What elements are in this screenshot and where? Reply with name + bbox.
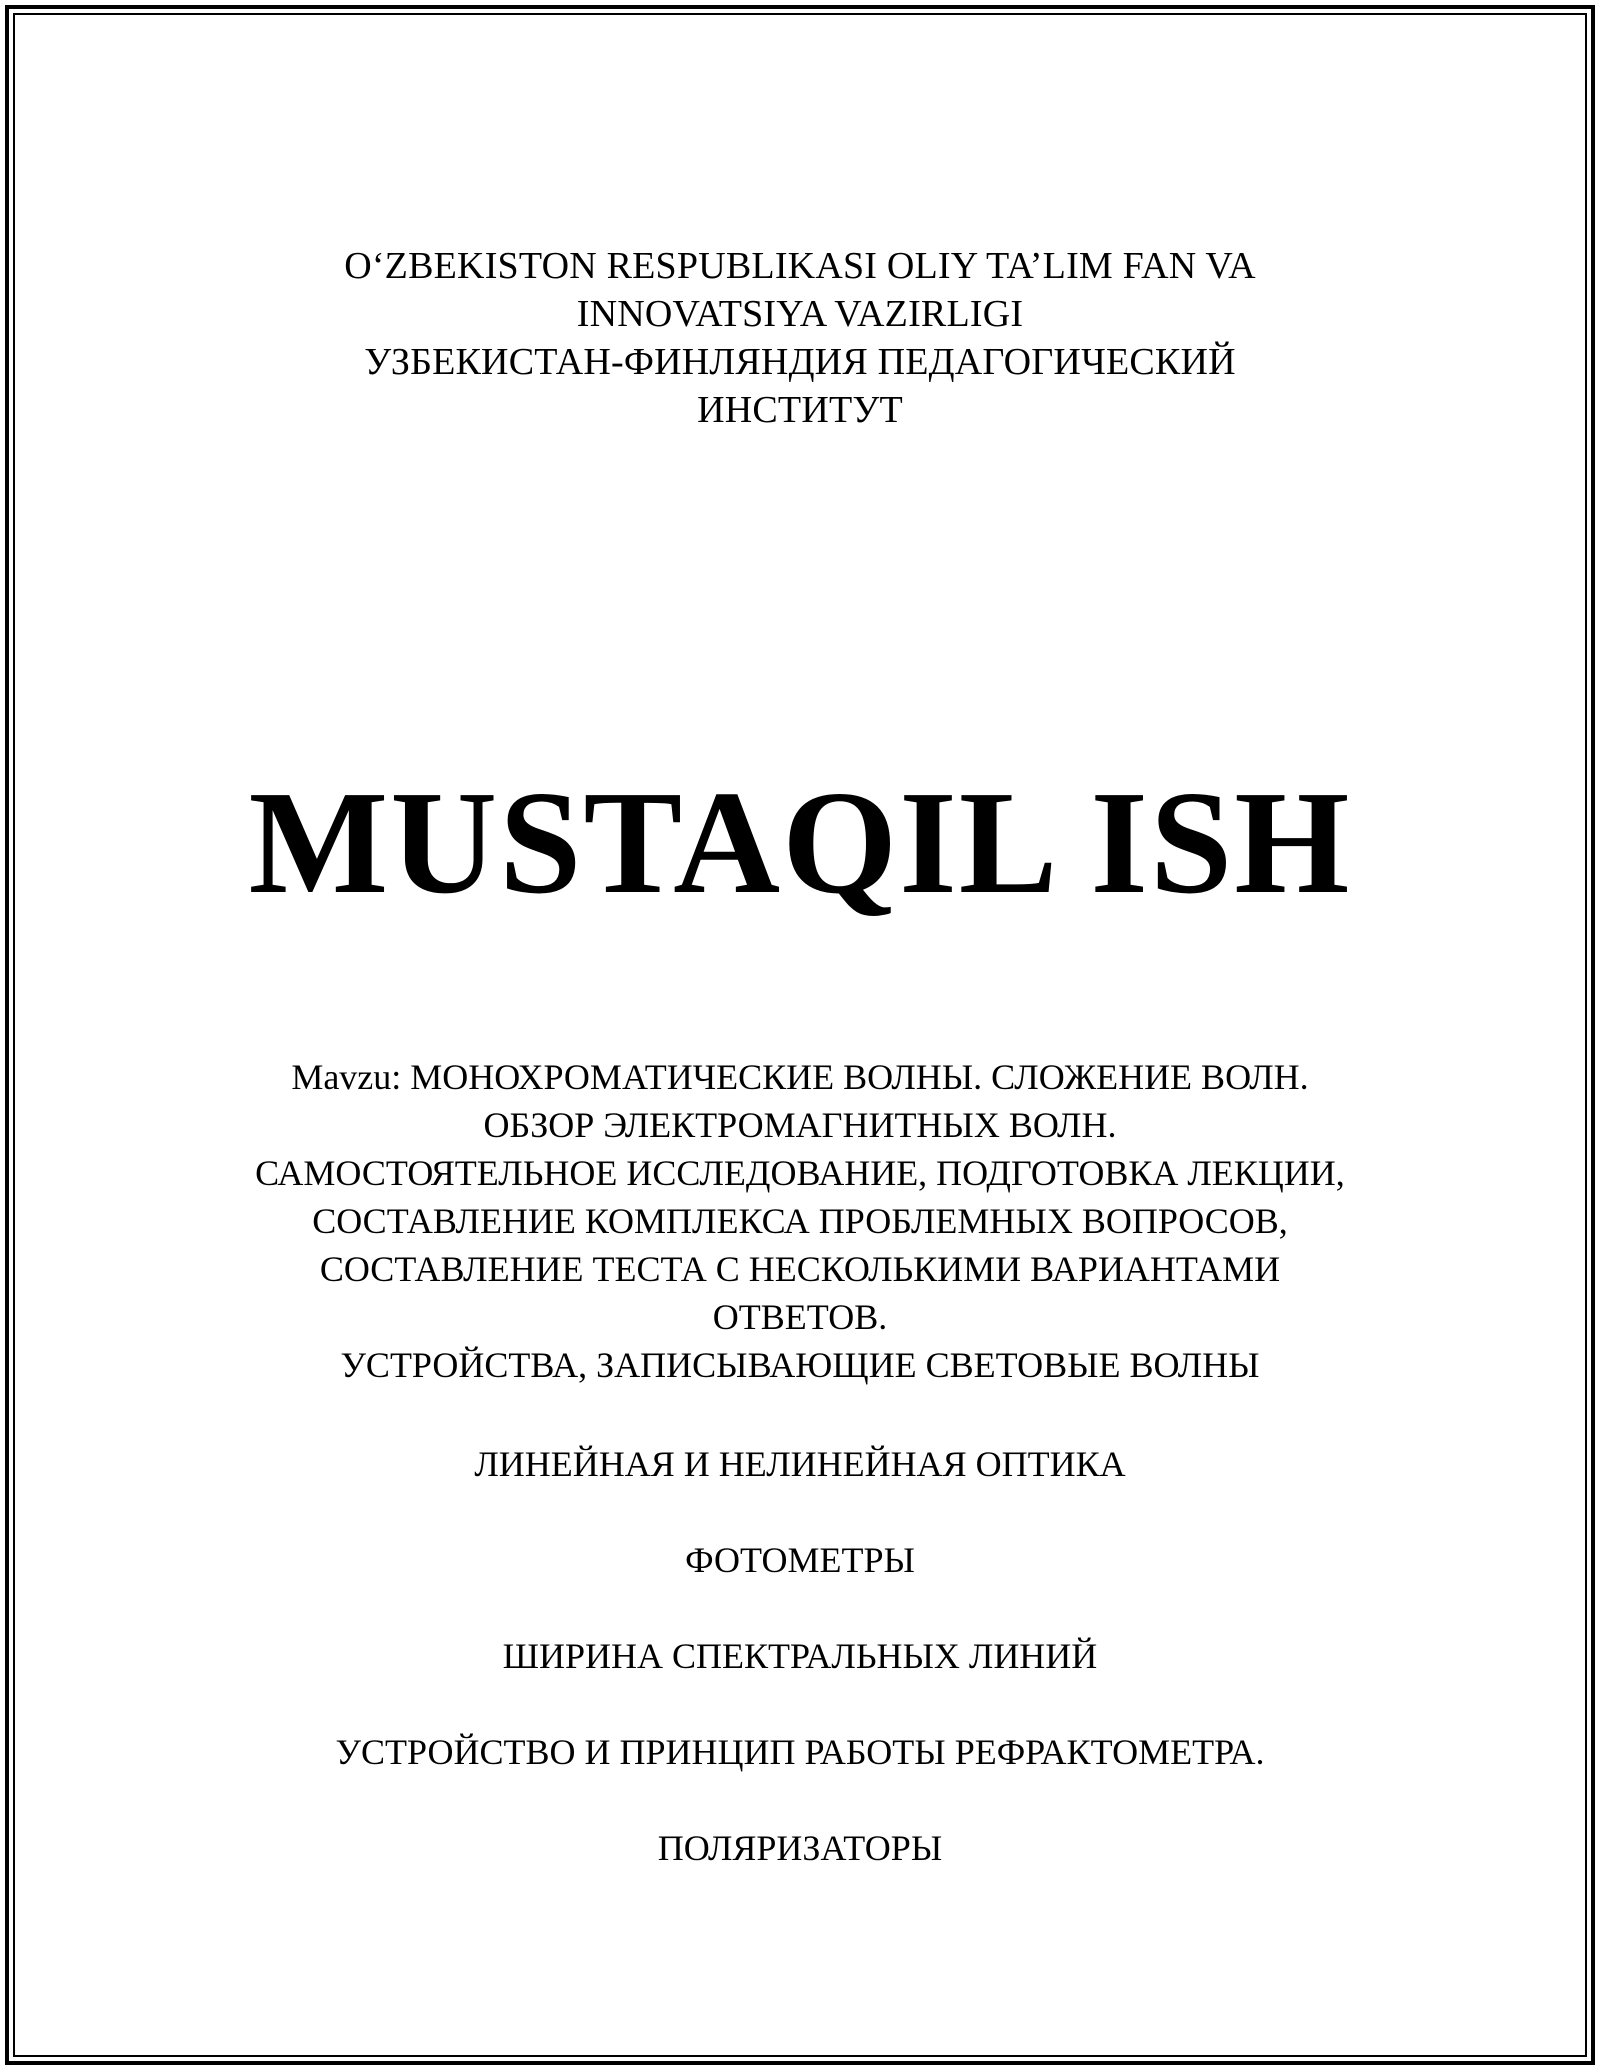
topic-item: ЛИНЕЙНАЯ И НЕЛИНЕЙНАЯ ОПТИКА — [474, 1444, 1126, 1484]
topics-list — [0, 1440, 1600, 1920]
header-line-2: INNOVATSIYA VAZIRLIGI — [576, 293, 1024, 335]
header-line-1: O‘ZBEKISTON RESPUBLIKASI OLIY TA’LIM FAN VA — [344, 245, 1256, 287]
header-line-4: ИНСТИТУТ — [697, 389, 903, 431]
topic-item: ПОЛЯРИЗАТОРЫ — [657, 1828, 943, 1868]
topic-line-6: ОТВЕТОВ. — [712, 1297, 888, 1337]
topic-item: ФОТОМЕТРЫ — [685, 1540, 915, 1580]
topic-item: ШИРИНА СПЕКТРАЛЬНЫХ ЛИНИЙ — [502, 1636, 1098, 1676]
topic-item: УСТРОЙСТВО И ПРИНЦИП РАБОТЫ РЕФРАКТОМЕТРА. — [335, 1732, 1265, 1772]
ministry-header — [0, 242, 1600, 434]
topic-line-4: СОСТАВЛЕНИЕ КОМПЛЕКСА ПРОБЛЕМНЫХ ВОПРОСОВ, — [312, 1201, 1288, 1241]
document-title: MUSTAQIL ISH — [248, 761, 1352, 925]
topic-block — [0, 1053, 1600, 1389]
topic-line-3: САМОСТОЯТЕЛЬНОЕ ИССЛЕДОВАНИЕ, ПОДГОТОВКА ЛЕКЦИИ, — [255, 1153, 1345, 1193]
topic-line-2: ОБЗОР ЭЛЕКТРОМАГНИТНЫХ ВОЛН. — [483, 1105, 1117, 1145]
topic-line-1: Mavzu: МОНОХРОМАТИЧЕСКИЕ ВОЛНЫ. СЛОЖЕНИЕ ВОЛН. — [291, 1057, 1309, 1097]
header-line-3: УЗБЕКИСТАН-ФИНЛЯНДИЯ ПЕДАГОГИЧЕСКИЙ — [364, 341, 1236, 383]
topic-line-7: УСТРОЙСТВА, ЗАПИСЫВАЮЩИЕ СВЕТОВЫЕ ВОЛНЫ — [340, 1345, 1260, 1385]
topic-line-5: СОСТАВЛЕНИЕ ТЕСТА С НЕСКОЛЬКИМИ ВАРИАНТАМИ — [319, 1249, 1281, 1289]
